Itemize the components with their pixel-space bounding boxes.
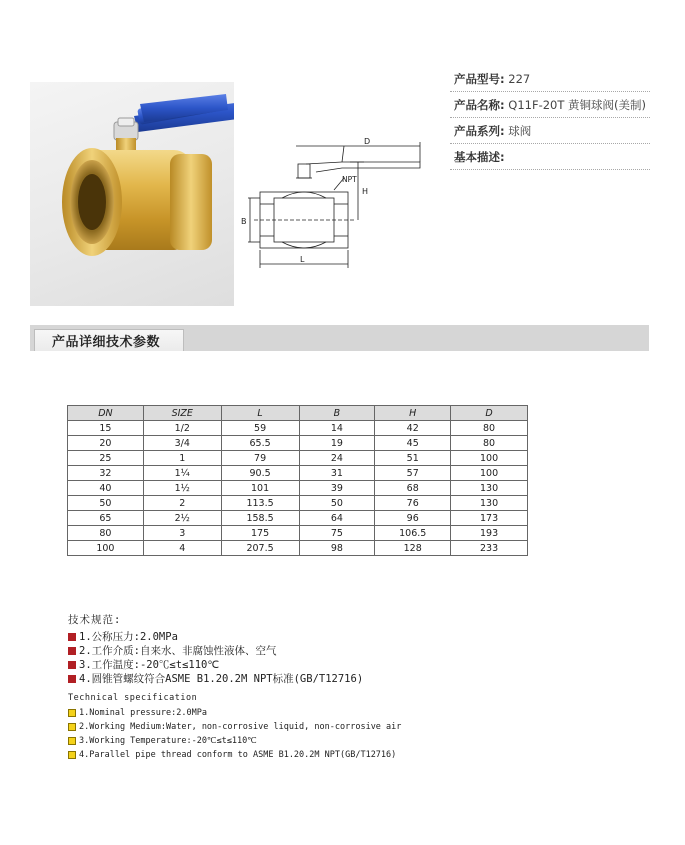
col-header-l: L — [221, 406, 299, 421]
cell-dn: 80 — [68, 526, 144, 541]
cell-size: 2½ — [143, 511, 221, 526]
cn-technical-spec — [68, 612, 363, 686]
red-square-bullet-icon — [68, 633, 76, 641]
info-label: 产品名称: — [454, 98, 505, 112]
cell-size: 3 — [143, 526, 221, 541]
cell-b: 19 — [299, 436, 375, 451]
dim-label-l: L — [300, 255, 305, 264]
cell-h: 106.5 — [375, 526, 451, 541]
red-square-bullet-icon — [68, 661, 76, 669]
info-value: 球阀 — [508, 124, 532, 138]
en-technical-spec — [68, 693, 401, 762]
dim-label-b: B — [241, 217, 247, 226]
cell-l: 158.5 — [221, 511, 299, 526]
info-row-description — [450, 144, 650, 170]
table-row — [68, 526, 528, 541]
col-header-d: D — [451, 406, 528, 421]
cell-d: 130 — [451, 496, 528, 511]
en-spec-title: Technical specification — [68, 693, 198, 703]
col-header-size: SIZE — [143, 406, 221, 421]
cell-l: 90.5 — [221, 466, 299, 481]
section-header-bar — [30, 325, 649, 351]
dimension-drawing — [238, 132, 438, 277]
cell-dn: 40 — [68, 481, 144, 496]
cell-b: 98 — [299, 541, 375, 556]
cell-b: 39 — [299, 481, 375, 496]
cn-spec-text: 4.圆锥管螺纹符合ASME B1.20.2M NPT标准(GB/T12716) — [79, 673, 364, 685]
table-row — [68, 511, 528, 526]
info-row-series — [450, 118, 650, 144]
cell-d: 130 — [451, 481, 528, 496]
col-header-dn: DN — [68, 406, 144, 421]
cn-spec-item — [68, 672, 363, 686]
cell-dn: 50 — [68, 496, 144, 511]
cell-size: 1/2 — [143, 421, 221, 436]
cell-h: 57 — [375, 466, 451, 481]
cell-l: 207.5 — [221, 541, 299, 556]
en-spec-text: 2.Working Medium:Water, non-corrosive liquid, non-corrosive air — [79, 722, 402, 732]
en-spec-item — [68, 734, 401, 748]
table-row — [68, 466, 528, 481]
cell-size: 1½ — [143, 481, 221, 496]
info-label: 产品型号: — [454, 72, 505, 86]
brass-ball-valve-image — [30, 82, 234, 306]
cell-d: 80 — [451, 436, 528, 451]
info-value: Q11F-20T 黄铜球阀(美制) — [508, 98, 647, 112]
cell-b: 75 — [299, 526, 375, 541]
table-row — [68, 421, 528, 436]
cell-size: 4 — [143, 541, 221, 556]
info-value: 227 — [508, 72, 531, 86]
cn-spec-title: 技术规范: — [68, 614, 122, 626]
cell-dn: 15 — [68, 421, 144, 436]
cn-spec-text: 1.公称压力:2.0MPa — [79, 631, 178, 643]
info-row-name — [450, 92, 650, 118]
cell-b: 31 — [299, 466, 375, 481]
cell-b: 64 — [299, 511, 375, 526]
product-info-list — [450, 66, 650, 170]
cell-h: 96 — [375, 511, 451, 526]
cell-dn: 32 — [68, 466, 144, 481]
cell-size: 1¼ — [143, 466, 221, 481]
en-spec-item — [68, 720, 401, 734]
cell-h: 45 — [375, 436, 451, 451]
yellow-square-bullet-icon — [68, 751, 76, 759]
cn-spec-item — [68, 644, 363, 658]
en-spec-text: 3.Working Temperature:-20℃≤t≤110℃ — [79, 736, 257, 746]
product-photo — [30, 82, 234, 306]
cell-d: 193 — [451, 526, 528, 541]
cell-l: 79 — [221, 451, 299, 466]
cell-l: 59 — [221, 421, 299, 436]
cell-h: 51 — [375, 451, 451, 466]
yellow-square-bullet-icon — [68, 737, 76, 745]
cell-size: 1 — [143, 451, 221, 466]
cell-d: 100 — [451, 451, 528, 466]
table-header-row — [68, 406, 528, 421]
cell-b: 50 — [299, 496, 375, 511]
cn-spec-item — [68, 630, 363, 644]
table-row — [68, 451, 528, 466]
cell-b: 24 — [299, 451, 375, 466]
dim-label-h: H — [362, 187, 369, 196]
section-title: 产品详细技术参数 — [52, 335, 161, 350]
dim-label-npt: NPT — [342, 175, 357, 184]
cell-l: 113.5 — [221, 496, 299, 511]
table-row — [68, 481, 528, 496]
info-label: 产品系列: — [454, 124, 505, 138]
en-spec-item — [68, 706, 401, 720]
cn-spec-text: 3.工作温度:-20℃≤t≤110℃ — [79, 659, 220, 671]
cell-dn: 100 — [68, 541, 144, 556]
red-square-bullet-icon — [68, 647, 76, 655]
cell-h: 128 — [375, 541, 451, 556]
cell-l: 101 — [221, 481, 299, 496]
info-row-model — [450, 66, 650, 92]
cn-spec-item — [68, 658, 363, 672]
table-row — [68, 436, 528, 451]
cell-l: 65.5 — [221, 436, 299, 451]
info-label: 基本描述: — [454, 150, 505, 164]
cell-d: 80 — [451, 421, 528, 436]
dim-label-d: D — [364, 137, 371, 146]
cell-h: 76 — [375, 496, 451, 511]
cell-d: 100 — [451, 466, 528, 481]
cell-l: 175 — [221, 526, 299, 541]
table-row — [68, 541, 528, 556]
cell-h: 42 — [375, 421, 451, 436]
yellow-square-bullet-icon — [68, 709, 76, 717]
table-row — [68, 496, 528, 511]
en-spec-item — [68, 748, 401, 762]
col-header-h: H — [375, 406, 451, 421]
cn-spec-text: 2.工作介质:自来水、非腐蚀性液体、空气 — [79, 645, 277, 657]
red-square-bullet-icon — [68, 675, 76, 683]
en-spec-text: 1.Nominal pressure:2.0MPa — [79, 708, 207, 718]
cell-size: 2 — [143, 496, 221, 511]
dimension-table — [67, 405, 528, 556]
cell-dn: 25 — [68, 451, 144, 466]
cell-dn: 20 — [68, 436, 144, 451]
cell-h: 68 — [375, 481, 451, 496]
cell-b: 14 — [299, 421, 375, 436]
cell-d: 233 — [451, 541, 528, 556]
col-header-b: B — [299, 406, 375, 421]
cell-d: 173 — [451, 511, 528, 526]
cell-dn: 65 — [68, 511, 144, 526]
yellow-square-bullet-icon — [68, 723, 76, 731]
en-spec-text: 4.Parallel pipe thread conform to ASME B1.20.2M NPT(GB/T12716) — [79, 750, 397, 760]
cell-size: 3/4 — [143, 436, 221, 451]
